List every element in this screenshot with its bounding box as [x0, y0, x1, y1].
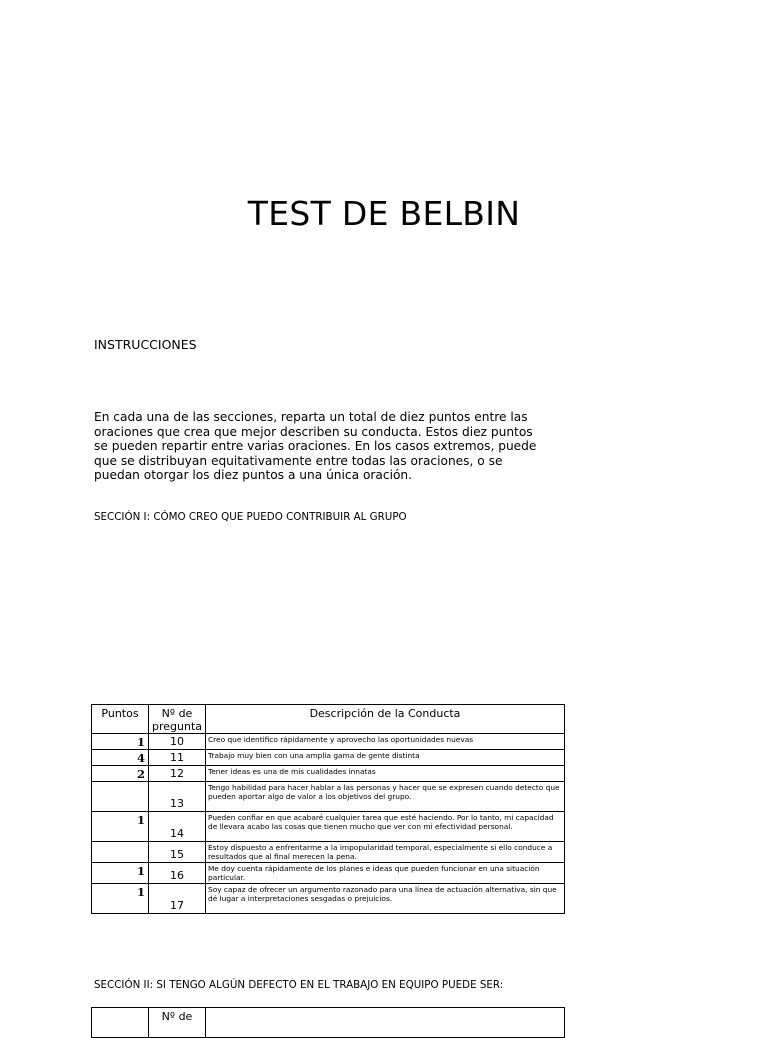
header-description: Descripción de la Conducta [206, 705, 565, 734]
table-row [92, 782, 565, 812]
question-number-cell: 13 [149, 782, 206, 812]
question-number-cell: 14 [149, 812, 206, 842]
document-title: TEST DE BELBIN [247, 194, 521, 233]
points-cell: 2 [92, 766, 149, 782]
description-cell: Soy capaz de ofrecer un argumento razonado para una línea de actuación alternativa, sin que dé lugar a interpretaciones sesgadas o prejuicios. [206, 884, 565, 914]
header-points [92, 1008, 149, 1038]
table-row [92, 884, 565, 914]
table-row [92, 842, 565, 863]
header-description [206, 1008, 565, 1038]
question-number-cell: 11 [149, 750, 206, 766]
table-header-row [92, 1008, 565, 1038]
table-header-row [92, 705, 565, 734]
section1-table [91, 704, 565, 914]
table-row [92, 750, 565, 766]
header-question-number: Nº de pregunta [149, 705, 206, 734]
section1-heading: SECCIÓN I: CÓMO CREO QUE PUEDO CONTRIBUIR AL GRUPO [94, 511, 407, 523]
question-number-cell: 10 [149, 734, 206, 750]
description-cell: Me doy cuenta rápidamente de los planes e ideas que pueden funcionar en una situación particular. [206, 863, 565, 884]
description-cell: Creo que identifico rápidamente y aprovecho las oportunidades nuevas [206, 734, 565, 750]
points-cell [92, 842, 149, 863]
description-cell: Tengo habilidad para hacer hablar a las personas y hacer que se expresen cuando detecto que pueden aportar algo de valor a los objetivos del grupo. [206, 782, 565, 812]
points-cell: 1 [92, 863, 149, 884]
header-points: Puntos [92, 705, 149, 734]
points-cell [92, 782, 149, 812]
table-row [92, 812, 565, 842]
description-cell: Pueden confiar en que acabaré cualquier tarea que esté haciendo. Por lo tanto, mi capacidad de llevara acabo las cosas que tienen mucho que ver con mi efectividad personal. [206, 812, 565, 842]
table-row [92, 863, 565, 884]
description-cell: Trabajo muy bien con una amplia gama de gente distinta [206, 750, 565, 766]
section2-heading: SECCIÓN II: SI TENGO ALGÚN DEFECTO EN EL TRABAJO EN EQUIPO PUEDE SER: [94, 979, 504, 991]
points-cell: 1 [92, 812, 149, 842]
question-number-cell: 17 [149, 884, 206, 914]
header-question-number: Nº de [149, 1008, 206, 1038]
description-cell: Estoy dispuesto a enfrentarme a la impopularidad temporal, especialmente si ello conduce a resultados que al final merecen la pena. [206, 842, 565, 863]
table-row [92, 766, 565, 782]
points-cell: 1 [92, 734, 149, 750]
question-number-cell: 16 [149, 863, 206, 884]
section2-table [91, 1007, 565, 1038]
description-cell: Tener ideas es una de mis cualidades innatas [206, 766, 565, 782]
question-number-cell: 15 [149, 842, 206, 863]
table-row [92, 734, 565, 750]
question-number-cell: 12 [149, 766, 206, 782]
points-cell: 4 [92, 750, 149, 766]
points-cell: 1 [92, 884, 149, 914]
instructions-heading: INSTRUCCIONES [94, 337, 197, 352]
instructions-text: En cada una de las secciones, reparta un total de diez puntos entre las oraciones que crea que mejor describen su conducta. Estos diez puntos se pueden repartir entre varias oraciones. En los casos extremos, puede que se distribuyan equitativamente entre todas las oraciones, o se puedan otorgar los diez puntos a una única oración. [94, 410, 537, 482]
